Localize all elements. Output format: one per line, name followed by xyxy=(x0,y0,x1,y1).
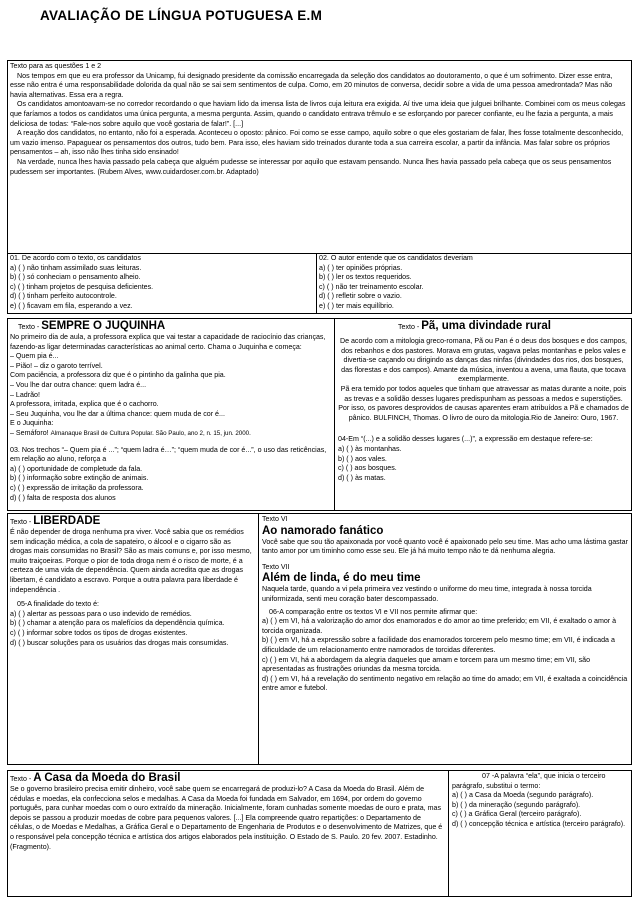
juquinha-line: – Pião! – diz o garoto terrível. xyxy=(10,361,103,370)
juquinha-prefix: Texto - xyxy=(18,323,42,331)
text1-content xyxy=(10,62,629,177)
question-7 xyxy=(452,772,629,830)
q4-option[interactable]: c) ( ) aos bosques. xyxy=(338,464,397,473)
q7-option[interactable]: d) ( ) concepção técnica e artística (terceiro parágrafo). xyxy=(452,819,626,828)
q1-option[interactable]: e) ( ) ficavam em fila, esperando a vez. xyxy=(10,301,133,310)
q6-stem: 06-A comparação entre os textos VI e VII nos permite afirmar que: xyxy=(269,607,478,616)
liberdade-title: LIBERDADE xyxy=(33,515,101,527)
text6-text xyxy=(262,515,629,694)
liberdade-text xyxy=(10,515,254,648)
juquinha-line: No primeiro dia de aula, a professora explica que vai testar a capacidade de raciocínio das crianças, fazendo-as ligar determinadas características ao animal certo. Chama o Juquinha e começa: xyxy=(10,333,326,351)
q7-option[interactable]: a) ( ) a Casa da Moeda (segundo parágrafo). xyxy=(452,791,594,800)
text6-title: Ao namorado fanático xyxy=(262,524,384,537)
juquinha-line: – Vou lhe dar outra chance: quem ladra é... xyxy=(10,380,147,389)
question-1 xyxy=(10,254,314,312)
q2-option[interactable]: b) ( ) ler os textos requeridos. xyxy=(319,273,412,282)
q6-option[interactable]: a) ( ) em VI, há a valorização do amor dos enamorados e do amor ao time preferido; em VII, é exaltado o amor à torcida organizada. xyxy=(262,617,617,635)
q3-option[interactable]: d) ( ) falta de resposta dos alunos xyxy=(10,493,116,502)
text1-paragraph: Na verdade, nunca lhes havia passado pela cabeça que alguém pudesse se interessar por aquilo que estavam pensando. Nunca lhes havia passado pela cabeça que os seus pensamentos pudessem ser importantes. (Rubem Alves, www.cuidardoser.com.br. Adaptado) xyxy=(10,157,612,176)
text4-box xyxy=(7,770,632,897)
juquinha-source: Almanaque Brasil de Cultura Popular. São Paulo, ano 2, n. 15, jun. 2000. xyxy=(50,429,251,437)
q6-option[interactable]: c) ( ) em VI, há a abordagem da alegria daqueles que amam e torcem para um mesmo time; em VII, são apresentadas as frustrações oriundas da mesma torcida. xyxy=(262,655,591,674)
question-2 xyxy=(319,254,629,312)
q3-option[interactable]: b) ( ) informação sobre extinção de animais. xyxy=(10,474,149,483)
pa-body: Pã era temido por todos aqueles que tinham que atravessar as matas durante a noite, pois as trevas e a solidão desses lugares predispunham as pessoas a medos e superstições. Por isso, os pavores desprovidos de causas aparentes eram atribuídos a Pã e chamados de pânico. BULFINCH, Thomas. O livro de ouro da mitologia.Rio de Janeiro: Ouro, 1967. xyxy=(338,384,629,422)
juquinha-text xyxy=(10,320,330,503)
q1-option[interactable]: a) ( ) não tinham assimilado suas leituras. xyxy=(10,263,142,272)
q3-stem: 03. Nos trechos “– Quem pia é ...”; “quem ladra é…”; “quem muda de cor é...”, o uso das reticências, em relação ao aluno, reforça a xyxy=(10,445,327,464)
q3-option[interactable]: a) ( ) oportunidade de completude da fala. xyxy=(10,464,143,473)
divider xyxy=(334,319,335,511)
moeda-body: Se o governo brasileiro precisa emitir dinheiro, você sabe quem se encarregará de produzi-lo? A Casa da Moeda do Brasil. Além de cédulas e moedas, ela confecciona selos e medalhas. A Casa da Moeda foi fundada em Salvador, em 1694, por ordem do governo português, para cunhar moedas com o ouro extraído da mineração. Inicialmente, foram cunhadas somente moedas de ouro e prata, mas depois se passou a produzir moedas de cobre para pequenos valores. [...] Ela compreende quatro repartições: o Departamento de células, o de Moedas e Medalhas, a Gráfica Geral e o Departamento de Engenharia de Produtos e o desenvolvimento de Matrizes, que é o responsável pela concepção técnica e artística dos artigos elaborados pela instituição. O Estado de S. Paulo. 20 fev. 2007. Estadinho. (Fragmento). xyxy=(10,785,443,851)
q5-option[interactable]: a) ( ) alertar as pessoas para o uso indevido de remédios. xyxy=(10,609,192,618)
q1-option[interactable]: d) ( ) tinham perfeito autocontrole. xyxy=(10,292,117,301)
moeda-prefix: Texto - xyxy=(10,775,34,783)
q3-option[interactable]: c) ( ) expressão de irritação da professora. xyxy=(10,483,144,492)
q4-option[interactable]: d) ( ) às matas. xyxy=(338,473,386,482)
q6-option[interactable]: d) ( ) em VI, há a revelação do sentimento negativo em relação ao time do amado; em VII, é exaltada a coincidência entre amor e futebol. xyxy=(262,674,628,693)
juquinha-title: SEMPRE O JUQUINHA xyxy=(41,320,166,332)
divider xyxy=(448,771,449,897)
text1-box xyxy=(7,60,632,314)
q7-option[interactable]: b) ( ) da mineração (segundo parágrafo). xyxy=(452,800,581,809)
q4-stem: 04-Em “(...) e a solidão desses lugares (...)”, a expressão em destaque refere-se: xyxy=(338,435,593,444)
q4-option[interactable]: a) ( ) às montanhas. xyxy=(338,444,402,453)
q1-option[interactable]: c) ( ) tinham projetos de pesquisa deficientes. xyxy=(10,282,154,291)
q5-stem: 05-A finalidade do texto é: xyxy=(17,600,100,609)
pa-title: Pã, uma divindade rural xyxy=(421,320,551,332)
juquinha-line: – Quem pia é... xyxy=(10,352,59,361)
q2-option[interactable]: a) ( ) ter opiniões próprias. xyxy=(319,263,403,272)
q4-option[interactable]: b) ( ) aos vales. xyxy=(338,454,387,463)
juquinha-line: E o Juquinha: xyxy=(10,419,54,428)
divider xyxy=(258,514,259,765)
q2-stem: 02. O autor entende que os candidatos deveriam xyxy=(319,254,473,262)
text1-paragraph: Os candidatos amontoavam-se no corredor recordando o que haviam lido da imensa lista de livros cuja leitura era exigida. Aí tive uma ideia que julguei brilhante. Combinei com os meus colegas que faríamos a todos os candidatos uma única pergunta, a mesma pergunta. Assim, quando o candidato entrava trêmulo e se esforçando por parecer confiante, eu lhe fazia a pergunta, a mais deliciosa de todas: “Fale-nos sobre aquilo que você gostaria de falar!”. [...] xyxy=(10,100,626,128)
text6-label: Texto VI xyxy=(262,515,288,523)
q5-option[interactable]: c) ( ) informar sobre todos os tipos de drogas existentes. xyxy=(10,628,188,637)
text7-label: Texto VII xyxy=(262,562,290,571)
liberdade-body: É não depender de droga nenhuma pra viver. Você sabia que os remédios sem indicação médica, a cola de sapateiro, o álcool e o cigarro são as drogas mais consumidas no Brasil? São as mais comuns e, por isso mesmo, muito traiçoeiras. Porque o pior de toda droga nem é o risco de morte, é a certeza de uma vida de dependência. Quem ainda acredita que as drogas libertam, é candidato a escravo. Porque a outra palavra para liberdade é independência . xyxy=(10,528,252,594)
pa-text xyxy=(338,320,629,483)
text3-box xyxy=(7,513,632,765)
q7-stem: 07 -A palavra “ela”, que inicia o terceiro parágrafo, substitui o termo: xyxy=(452,772,606,790)
text6-body: Você sabe que sou tão apaixonada por você quanto você é apaixonado pelo seu time. Mas acho uma lástima gastar tanto amor por um timinho como esse seu. Ele já há muito tempo não te dá nenhuma alegria. xyxy=(262,537,628,556)
text1-paragraph: A reação dos candidatos, no entanto, não foi a esperada. Aconteceu o oposto: pânico. Foi como se esse campo, aquilo sobre o que eles gostariam de falar, lhes fosse totalmente desconhecido, um vazio imenso. Papaguear os pensamentos dos outros, tudo bem. Para isso, eles haviam sido treinados durante toda a sua carreira escolar, a partir da infância. Mas falar sobre os próprios pensamentos – ah, isso não lhes tinha sido ensinado! xyxy=(10,129,624,157)
q5-option[interactable]: b) ( ) chamar a atenção para os malefícios da dependência química. xyxy=(10,619,225,628)
juquinha-line: – Semáforo! xyxy=(10,428,51,437)
juquinha-line: – Ladrão! xyxy=(10,390,40,399)
q6-option[interactable]: b) ( ) em VI, há a expressão sobre a facilidade dos enamorados torcerem pelo mesmo time; em VII, é indicada a dificuldade de um relacionamento entre namorados de torcidas diferentes. xyxy=(262,636,615,654)
text7-body: Naquela tarde, quando a vi pela primeira vez vestindo o uniforme do meu time, integrada à nossa torcida uniformizada, senti meu coração bater descompassado. xyxy=(262,585,592,603)
juquinha-line: – Seu Juquinha, vou lhe dar a última chance: quem muda de cor é... xyxy=(10,409,225,418)
text1-paragraph: Nos tempos em que eu era professor da Unicamp, fui designado presidente da comissão encarregada da seleção dos candidatos ao doutoramento, o que é um sofrimento. Dizer esse entra, esse não entra é uma responsabilidade dolorida da qual não se sai sem sentimentos de culpa. Como, em 20 minutos de conversa, decidir sobre a vida de uma pessoa amedrontada? Mas não havia alternativas. Essa era a regra. xyxy=(10,71,613,99)
text1-label: Texto para as questões 1 e 2 xyxy=(10,62,102,70)
page-title: AVALIAÇÃO DE LÍNGUA POTUGUESA E.M xyxy=(40,8,323,23)
q5-option[interactable]: d) ( ) buscar soluções para os usuários das drogas mais consumidas. xyxy=(10,638,229,647)
pa-prefix: Texto - xyxy=(398,323,422,331)
text2-box xyxy=(7,318,632,511)
q7-option[interactable]: c) ( ) a Gráfica Geral (terceiro parágrafo). xyxy=(452,810,582,819)
moeda-text xyxy=(10,772,444,852)
juquinha-line: Com paciência, a professora diz que é o pintinho da galinha que pia. xyxy=(10,371,226,380)
liberdade-prefix: Texto - xyxy=(10,518,34,526)
q2-option[interactable]: e) ( ) ter mais equilíbrio. xyxy=(319,301,394,310)
q1-stem: 01. De acordo com o texto, os candidatos xyxy=(10,254,141,262)
text7-title: Além de linda, é do meu time xyxy=(262,572,421,585)
pa-body: De acordo com a mitologia greco-romana, Pã ou Pan é o deus dos bosques e dos campos, dos rebanhos e dos pastores. Morava em grutas, vagava pelas montanhas e pelos vales e divertia-se caçando ou dirigindo as danças das ninfas (divindades dos rios, dos bosques, das florestas e dos campos). Amante da música, inventou a avena, uma flauta, que tocava exemplarmente. xyxy=(339,337,628,384)
q1-option[interactable]: b) ( ) só conheciam o pensamento alheio. xyxy=(10,273,141,282)
q2-option[interactable]: c) ( ) não ter treinamento escolar. xyxy=(319,282,424,291)
q2-option[interactable]: d) ( ) refletir sobre o vazio. xyxy=(319,292,402,301)
divider xyxy=(316,253,317,314)
juquinha-line: A professora, irritada, explica que é o cachorro. xyxy=(10,400,159,409)
moeda-title: A Casa da Moeda do Brasil xyxy=(33,772,181,784)
